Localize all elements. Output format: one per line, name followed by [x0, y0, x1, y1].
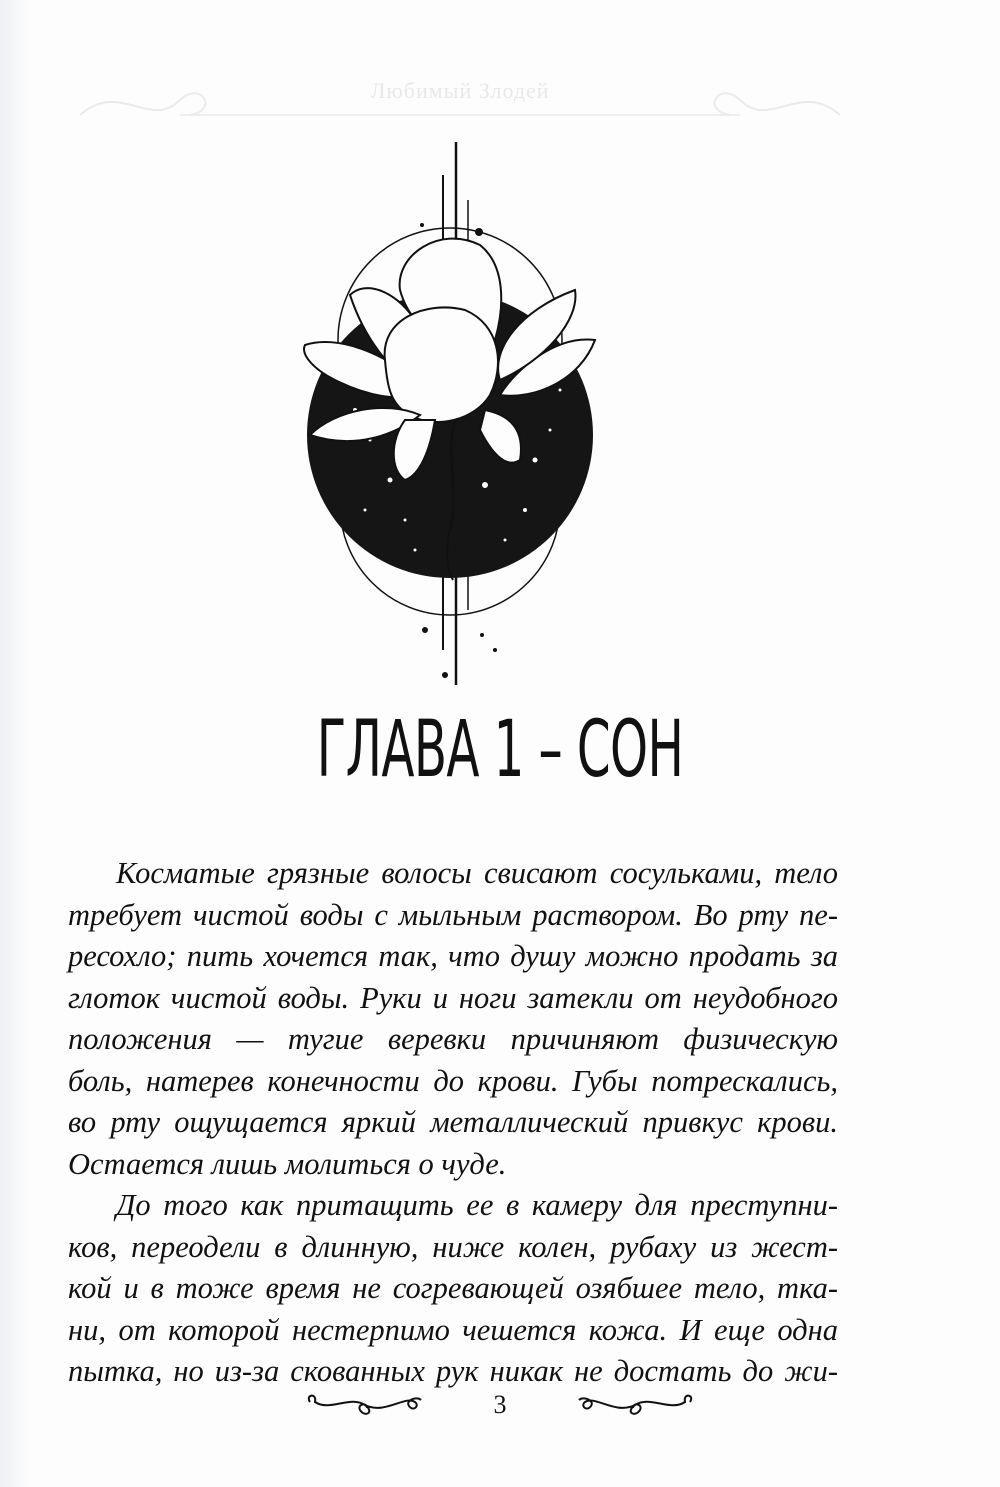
text-line: кой и в тоже время не согревающей озябшее тело, тка-	[68, 1271, 838, 1305]
text-line: Остается лишь молиться о чуде.	[68, 1146, 507, 1181]
bleed-through-header	[60, 70, 860, 130]
text-line: требует чистой воды с мыльным раствором. Во рту пе-	[68, 897, 838, 932]
text-line: положения — тугие веревки причиняют физическую	[68, 1022, 838, 1056]
text-line: До того как притащить ее в камеру для преступни-	[116, 1188, 838, 1222]
text-line: во рту ощущается яркий металлический привкус крови.	[68, 1105, 838, 1139]
page-edge-shadow	[0, 0, 30, 1487]
text-line: ни, от которой нестерпимо чешется кожа. И еще одна	[68, 1312, 838, 1347]
text-line: пытка, но из-за скованных рук никак не достать до жи-	[68, 1354, 838, 1388]
left-flourish-icon	[305, 1390, 425, 1420]
chapter-title: ГЛАВА 1 – СОН	[316, 705, 684, 795]
page-footer	[305, 1385, 695, 1425]
text-line: глоток чистой воды. Руки и ноги затекли от неудобного	[68, 980, 838, 1015]
paragraph-1	[68, 853, 838, 1185]
chapter-illustration	[295, 130, 605, 685]
paragraph-2	[68, 1185, 838, 1393]
body-text	[68, 853, 838, 1393]
page-number: 3	[493, 1390, 507, 1419]
text-line: Косматые грязные волосы свисают сосульками, тело	[116, 856, 838, 890]
running-header: Любимый Злодей	[370, 78, 550, 103]
text-line: ресохло; пить хочется так, что душу можно продать за	[68, 939, 838, 973]
text-line: ков, переодели в длинную, ниже колен, рубаху из жест-	[68, 1229, 838, 1264]
lotus-flower-illustration-icon	[295, 130, 605, 685]
right-flourish-icon	[575, 1390, 695, 1420]
text-line: боль, натерев конечности до крови. Губы потрескались,	[68, 1063, 838, 1098]
